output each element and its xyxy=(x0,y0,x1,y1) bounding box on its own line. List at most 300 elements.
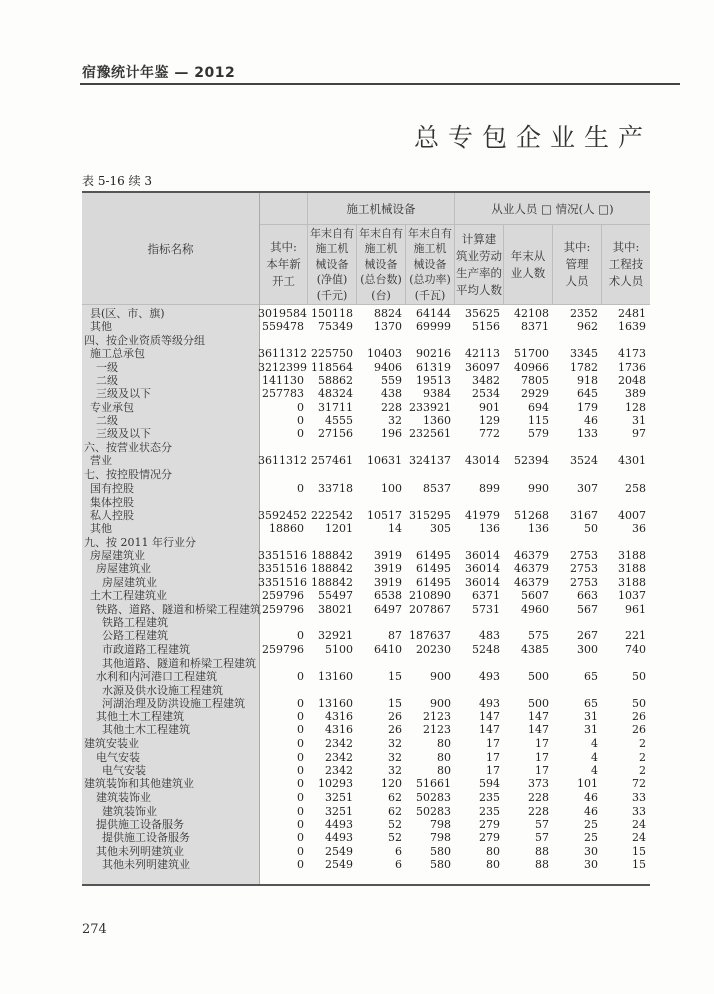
cell-value: 24 xyxy=(632,831,646,844)
row-label: 专业承包 xyxy=(90,401,134,414)
cell-value: 575 xyxy=(528,629,549,642)
row-label: 国有控股 xyxy=(90,482,134,495)
cell-value: 4385 xyxy=(521,643,549,656)
cell-value: 2753 xyxy=(570,576,598,589)
cell-value: 18860 xyxy=(269,522,304,535)
cell-value: 17 xyxy=(486,751,500,764)
cell-value: 258 xyxy=(625,482,646,495)
cell-value: 2342 xyxy=(325,764,353,777)
cell-value: 3482 xyxy=(472,374,500,387)
cell-value: 3251 xyxy=(325,791,353,804)
cell-value: 147 xyxy=(479,710,500,723)
cell-value: 20230 xyxy=(416,643,451,656)
cell-value: 10517 xyxy=(367,509,402,522)
header-col-5: 计算建 筑业劳动 生产率的 平均人数 xyxy=(455,225,504,305)
cell-value: 500 xyxy=(528,697,549,710)
table-row xyxy=(82,334,650,347)
table-body xyxy=(82,305,650,884)
cell-value: 210890 xyxy=(409,589,451,602)
cell-value: 259796 xyxy=(262,589,304,602)
table-row xyxy=(82,427,650,440)
cell-value: 87 xyxy=(388,629,402,642)
cell-value: 222542 xyxy=(311,509,353,522)
row-label: 河湖治理及防洪设施工程建筑 xyxy=(102,697,245,710)
table-row xyxy=(82,723,650,736)
cell-value: 2 xyxy=(639,737,646,750)
cell-value: 559478 xyxy=(262,320,304,333)
cell-value: 50283 xyxy=(416,791,451,804)
cell-value: 31 xyxy=(632,414,646,427)
table-row xyxy=(82,818,650,831)
row-label: 其他土木工程建筑 xyxy=(102,723,190,736)
cell-value: 580 xyxy=(430,858,451,871)
cell-value: 1201 xyxy=(325,522,353,535)
table-row xyxy=(82,805,650,818)
cell-value: 2929 xyxy=(521,387,549,400)
cell-value: 46 xyxy=(584,791,598,804)
cell-value: 2549 xyxy=(325,858,353,871)
table-row xyxy=(82,845,650,858)
row-label: 房屋建筑业 xyxy=(90,549,145,562)
cell-value: 46379 xyxy=(514,562,549,575)
table-row xyxy=(82,509,650,522)
cell-value: 129 xyxy=(479,414,500,427)
cell-value: 19513 xyxy=(416,374,451,387)
row-label: 房屋建筑业 xyxy=(102,576,157,589)
cell-value: 579 xyxy=(528,427,549,440)
cell-value: 300 xyxy=(577,643,598,656)
cell-value: 17 xyxy=(535,764,549,777)
cell-value: 147 xyxy=(528,710,549,723)
cell-value: 32 xyxy=(388,737,402,750)
cell-value: 3251 xyxy=(325,805,353,818)
row-label: 市政道路工程建筑 xyxy=(102,643,190,656)
cell-value: 2534 xyxy=(472,387,500,400)
table-row xyxy=(82,387,650,400)
row-label: 县(区、市、旗) xyxy=(90,307,165,320)
cell-value: 8537 xyxy=(423,482,451,495)
cell-value: 35625 xyxy=(465,307,500,320)
cell-value: 918 xyxy=(577,374,598,387)
cell-value: 645 xyxy=(577,387,598,400)
table-row xyxy=(82,616,650,629)
cell-value: 40966 xyxy=(514,361,549,374)
table-bottom-rule xyxy=(82,884,650,886)
cell-value: 30 xyxy=(584,845,598,858)
cell-value: 580 xyxy=(430,845,451,858)
cell-value: 4555 xyxy=(325,414,353,427)
cell-value: 259796 xyxy=(262,643,304,656)
cell-value: 0 xyxy=(297,401,304,414)
table-row xyxy=(82,764,650,777)
cell-value: 179 xyxy=(577,401,598,414)
cell-value: 196 xyxy=(381,427,402,440)
cell-value: 15 xyxy=(632,845,646,858)
table-row xyxy=(82,454,650,467)
cell-value: 0 xyxy=(297,764,304,777)
cell-value: 225750 xyxy=(311,347,353,360)
cell-value: 133 xyxy=(577,427,598,440)
cell-value: 0 xyxy=(297,670,304,683)
row-label: 电气安装 xyxy=(102,764,146,777)
header-col-4: 年末自有 施工机 械设备 (总功率) (千瓦) xyxy=(406,225,455,305)
cell-value: 25 xyxy=(584,818,598,831)
cell-value: 232561 xyxy=(409,427,451,440)
cell-value: 3188 xyxy=(618,549,646,562)
running-head: 宿豫统计年鉴 — 2012 xyxy=(82,65,236,81)
cell-value: 36014 xyxy=(465,562,500,575)
table-row xyxy=(82,710,650,723)
cell-value: 3188 xyxy=(618,576,646,589)
cell-value: 4960 xyxy=(521,603,549,616)
table-row xyxy=(82,441,650,454)
row-label: 其他道路、隧道和桥梁工程建筑 xyxy=(102,657,256,670)
cell-value: 136 xyxy=(528,522,549,535)
cell-value: 188842 xyxy=(311,562,353,575)
row-label: 铁路工程建筑 xyxy=(102,616,168,629)
cell-value: 3351516 xyxy=(258,562,307,575)
cell-value: 9406 xyxy=(374,361,402,374)
cell-value: 120 xyxy=(381,777,402,790)
cell-value: 51700 xyxy=(514,347,549,360)
cell-value: 2342 xyxy=(325,737,353,750)
cell-value: 901 xyxy=(479,401,500,414)
cell-value: 80 xyxy=(486,858,500,871)
cell-value: 228 xyxy=(528,791,549,804)
cell-value: 3919 xyxy=(374,549,402,562)
cell-value: 61495 xyxy=(416,576,451,589)
cell-value: 6410 xyxy=(374,643,402,656)
cell-value: 0 xyxy=(297,629,304,642)
cell-value: 46 xyxy=(584,414,598,427)
row-label: 提供施工设备服务 xyxy=(102,831,190,844)
cell-value: 5607 xyxy=(521,589,549,602)
cell-value: 14 xyxy=(388,522,402,535)
cell-value: 2342 xyxy=(325,751,353,764)
row-label: 集体控股 xyxy=(90,496,134,509)
cell-value: 4 xyxy=(591,751,598,764)
cell-value: 2753 xyxy=(570,562,598,575)
cell-value: 188842 xyxy=(311,549,353,562)
cell-value: 88 xyxy=(535,845,549,858)
cell-value: 30 xyxy=(584,858,598,871)
cell-value: 69999 xyxy=(416,320,451,333)
cell-value: 80 xyxy=(486,845,500,858)
cell-value: 75349 xyxy=(318,320,353,333)
cell-value: 187637 xyxy=(409,629,451,642)
cell-value: 46379 xyxy=(514,576,549,589)
cell-value: 52 xyxy=(388,818,402,831)
cell-value: 2048 xyxy=(618,374,646,387)
cell-value: 279 xyxy=(479,831,500,844)
cell-value: 0 xyxy=(297,482,304,495)
cell-value: 31711 xyxy=(318,401,353,414)
row-label: 其他 xyxy=(90,522,112,535)
row-label: 其他 xyxy=(90,320,112,333)
row-label: 建筑安装业 xyxy=(84,737,139,750)
cell-value: 58862 xyxy=(318,374,353,387)
header-rule xyxy=(80,83,680,85)
row-label: 施工总承包 xyxy=(90,347,145,360)
cell-value: 10293 xyxy=(318,777,353,790)
cell-value: 61495 xyxy=(416,562,451,575)
cell-value: 4316 xyxy=(325,723,353,736)
cell-value: 97 xyxy=(632,427,646,440)
cell-value: 438 xyxy=(381,387,402,400)
cell-value: 4007 xyxy=(618,509,646,522)
cell-value: 962 xyxy=(577,320,598,333)
section-title: 总专包企业生产 xyxy=(413,123,652,152)
cell-value: 0 xyxy=(297,858,304,871)
header-name-col: 指标名称 xyxy=(82,193,260,305)
table-row xyxy=(82,643,650,656)
cell-value: 3345 xyxy=(570,347,598,360)
table-row xyxy=(82,629,650,642)
table-row xyxy=(82,562,650,575)
cell-value: 150118 xyxy=(311,307,353,320)
cell-value: 4 xyxy=(591,764,598,777)
cell-value: 55497 xyxy=(318,589,353,602)
table-row xyxy=(82,549,650,562)
cell-value: 0 xyxy=(297,777,304,790)
cell-value: 61495 xyxy=(416,549,451,562)
cell-value: 235 xyxy=(479,805,500,818)
cell-value: 373 xyxy=(528,777,549,790)
row-label: 九、按 2011 年行业分 xyxy=(84,536,196,549)
cell-value: 3351516 xyxy=(258,549,307,562)
cell-value: 17 xyxy=(486,737,500,750)
cell-value: 3611312 xyxy=(258,454,307,467)
table-row xyxy=(82,414,650,427)
cell-value: 46379 xyxy=(514,549,549,562)
cell-value: 900 xyxy=(430,697,451,710)
cell-value: 26 xyxy=(388,710,402,723)
cell-value: 228 xyxy=(528,805,549,818)
cell-value: 50 xyxy=(632,670,646,683)
cell-value: 8824 xyxy=(374,307,402,320)
cell-value: 267 xyxy=(577,629,598,642)
cell-value: 1037 xyxy=(618,589,646,602)
cell-value: 57 xyxy=(535,818,549,831)
cell-value: 62 xyxy=(388,791,402,804)
table-row xyxy=(82,831,650,844)
cell-value: 27156 xyxy=(318,427,353,440)
cell-value: 4173 xyxy=(618,347,646,360)
cell-value: 90216 xyxy=(416,347,451,360)
cell-value: 52394 xyxy=(514,454,549,467)
cell-value: 32 xyxy=(388,764,402,777)
cell-value: 0 xyxy=(297,737,304,750)
cell-value: 6 xyxy=(395,858,402,871)
cell-value: 1782 xyxy=(570,361,598,374)
cell-value: 6 xyxy=(395,845,402,858)
cell-value: 64144 xyxy=(416,307,451,320)
cell-value: 2352 xyxy=(570,307,598,320)
cell-value: 31 xyxy=(584,710,598,723)
header-group-staff: 从业人员 □ 情况(人 □) xyxy=(455,193,650,225)
table-row xyxy=(82,468,650,481)
cell-value: 899 xyxy=(479,482,500,495)
cell-value: 33718 xyxy=(318,482,353,495)
cell-value: 2123 xyxy=(423,723,451,736)
cell-value: 188842 xyxy=(311,576,353,589)
cell-value: 5248 xyxy=(472,643,500,656)
cell-value: 798 xyxy=(430,818,451,831)
page-number: 274 xyxy=(82,922,107,937)
cell-value: 0 xyxy=(297,751,304,764)
cell-value: 207867 xyxy=(409,603,451,616)
row-label: 土木工程建筑业 xyxy=(90,589,167,602)
cell-value: 961 xyxy=(625,603,646,616)
table-row xyxy=(82,576,650,589)
table-row xyxy=(82,684,650,697)
cell-value: 6538 xyxy=(374,589,402,602)
cell-value: 1639 xyxy=(618,320,646,333)
table-row xyxy=(82,361,650,374)
cell-value: 0 xyxy=(297,697,304,710)
cell-value: 559 xyxy=(381,374,402,387)
cell-value: 594 xyxy=(479,777,500,790)
cell-value: 235 xyxy=(479,791,500,804)
cell-value: 65 xyxy=(584,697,598,710)
cell-value: 0 xyxy=(297,845,304,858)
cell-value: 5100 xyxy=(325,643,353,656)
cell-value: 2 xyxy=(639,764,646,777)
table-row xyxy=(82,347,650,360)
row-label: 其他未列明建筑业 xyxy=(96,845,184,858)
cell-value: 80 xyxy=(437,751,451,764)
cell-value: 0 xyxy=(297,818,304,831)
cell-value: 26 xyxy=(388,723,402,736)
row-label: 营业 xyxy=(90,454,112,467)
cell-value: 1360 xyxy=(423,414,451,427)
cell-value: 4316 xyxy=(325,710,353,723)
row-label: 提供施工设备服务 xyxy=(96,818,184,831)
cell-value: 10631 xyxy=(367,454,402,467)
cell-value: 118564 xyxy=(311,361,353,374)
row-label: 二级 xyxy=(96,414,118,427)
cell-value: 48324 xyxy=(318,387,353,400)
cell-value: 990 xyxy=(528,482,549,495)
cell-value: 3188 xyxy=(618,562,646,575)
row-label: 二级 xyxy=(96,374,118,387)
cell-value: 136 xyxy=(479,522,500,535)
cell-value: 259796 xyxy=(262,603,304,616)
cell-value: 493 xyxy=(479,670,500,683)
cell-value: 26 xyxy=(632,710,646,723)
cell-value: 17 xyxy=(535,751,549,764)
table-row xyxy=(82,737,650,750)
cell-value: 52 xyxy=(388,831,402,844)
cell-value: 2549 xyxy=(325,845,353,858)
cell-value: 100 xyxy=(381,482,402,495)
cell-value: 26 xyxy=(632,723,646,736)
cell-value: 36014 xyxy=(465,549,500,562)
row-label: 其他土木工程建筑 xyxy=(96,710,184,723)
cell-value: 32 xyxy=(388,414,402,427)
table-caption: 表 5-16 续 3 xyxy=(82,174,153,188)
cell-value: 32921 xyxy=(318,629,353,642)
cell-value: 483 xyxy=(479,629,500,642)
cell-value: 3212399 xyxy=(258,361,307,374)
cell-value: 3524 xyxy=(570,454,598,467)
cell-value: 798 xyxy=(430,831,451,844)
cell-value: 2481 xyxy=(618,307,646,320)
cell-value: 32 xyxy=(388,751,402,764)
table-row xyxy=(82,482,650,495)
cell-value: 567 xyxy=(577,603,598,616)
cell-value: 4493 xyxy=(325,831,353,844)
header-col-1: 其中: 本年新 开工 xyxy=(260,225,308,305)
cell-value: 307 xyxy=(577,482,598,495)
row-label: 四、按企业资质等级分组 xyxy=(84,334,205,347)
table-row xyxy=(82,401,650,414)
table-row xyxy=(82,777,650,790)
cell-value: 115 xyxy=(528,414,549,427)
cell-value: 51661 xyxy=(416,777,451,790)
cell-value: 5156 xyxy=(472,320,500,333)
cell-value: 36097 xyxy=(465,361,500,374)
row-label: 电气安装 xyxy=(96,751,140,764)
cell-value: 3167 xyxy=(570,509,598,522)
table-row xyxy=(82,791,650,804)
cell-value: 25 xyxy=(584,831,598,844)
table-row xyxy=(82,603,650,616)
table-row xyxy=(82,657,650,670)
row-label: 一级 xyxy=(96,361,118,374)
cell-value: 10403 xyxy=(367,347,402,360)
cell-value: 15 xyxy=(632,858,646,871)
header-blank xyxy=(260,193,308,225)
row-label: 铁路、道路、隧道和桥梁工程建筑 xyxy=(96,603,261,616)
cell-value: 147 xyxy=(528,723,549,736)
cell-value: 772 xyxy=(479,427,500,440)
row-label: 七、按控股情况分 xyxy=(84,468,172,481)
cell-value: 4301 xyxy=(618,454,646,467)
cell-value: 8371 xyxy=(521,320,549,333)
header-group-machinery: 施工机械设备 xyxy=(308,193,455,225)
cell-value: 128 xyxy=(625,401,646,414)
cell-value: 88 xyxy=(535,858,549,871)
cell-value: 17 xyxy=(486,764,500,777)
table-row xyxy=(82,697,650,710)
cell-value: 15 xyxy=(388,697,402,710)
cell-value: 221 xyxy=(625,629,646,642)
cell-value: 3019584 xyxy=(258,307,307,320)
row-label: 其他未列明建筑业 xyxy=(102,858,190,871)
cell-value: 1370 xyxy=(374,320,402,333)
cell-value: 33 xyxy=(632,791,646,804)
row-label: 公路工程建筑 xyxy=(102,629,168,642)
row-label: 建筑装饰业 xyxy=(102,805,157,818)
cell-value: 305 xyxy=(430,522,451,535)
cell-value: 279 xyxy=(479,818,500,831)
cell-value: 389 xyxy=(625,387,646,400)
cell-value: 257461 xyxy=(311,454,353,467)
cell-value: 80 xyxy=(437,737,451,750)
header-col-7: 其中: 管理 人员 xyxy=(553,225,602,305)
cell-value: 31 xyxy=(584,723,598,736)
cell-value: 43014 xyxy=(465,454,500,467)
table-row xyxy=(82,858,650,871)
cell-value: 147 xyxy=(479,723,500,736)
cell-value: 62 xyxy=(388,805,402,818)
cell-value: 61319 xyxy=(416,361,451,374)
cell-value: 663 xyxy=(577,589,598,602)
cell-value: 17 xyxy=(535,737,549,750)
cell-value: 65 xyxy=(584,670,598,683)
cell-value: 50283 xyxy=(416,805,451,818)
